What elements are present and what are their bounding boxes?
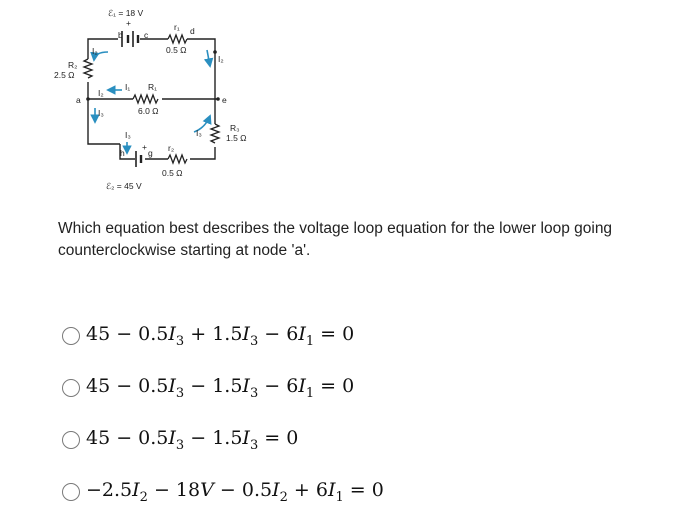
label-r2: R₂ xyxy=(68,60,78,70)
label-i2-right: I₂ xyxy=(218,54,224,64)
label-i1: I₁ xyxy=(125,82,131,92)
label-r2-value: 2.5 Ω xyxy=(54,70,75,80)
label-node-a: a xyxy=(76,95,81,105)
label-r3: R₃ xyxy=(230,123,240,133)
answer-option-1[interactable] xyxy=(62,310,384,362)
label-e2: ℰ₂ = 45 V xyxy=(106,181,142,191)
question-text: Which equation best describes the voltage loop equation for the lower loop going counterclockwise starting at node 'a'. xyxy=(58,220,613,259)
radio-button[interactable] xyxy=(62,327,80,345)
battery-e1-icon xyxy=(122,31,138,47)
resistor-r2-icon xyxy=(84,59,92,78)
resistor-r2-bottom-icon xyxy=(168,155,187,163)
option-equation: $45 - 0.5I_3 + 1.5I_3 - 6I_1 = 0$ xyxy=(86,323,355,349)
option-equation: $45 - 0.5I_3 - 1.5I_3 = 0$ xyxy=(86,427,299,453)
label-node-c: c xyxy=(144,30,149,40)
label-node-d: d xyxy=(190,26,195,36)
label-plus-e2: + xyxy=(142,142,147,152)
label-r1-top-value: 0.5 Ω xyxy=(166,45,187,55)
circuit-wires xyxy=(88,39,218,159)
resistor-r1-mid-icon xyxy=(133,95,158,103)
label-r1-top: r₁ xyxy=(174,22,180,32)
answer-option-4[interactable] xyxy=(62,466,384,518)
label-i3-right: I₃ xyxy=(196,128,202,138)
label-i2-left: I₂ xyxy=(92,46,98,56)
node-a-dot xyxy=(86,97,90,101)
radio-button[interactable] xyxy=(62,431,80,449)
label-node-e: e xyxy=(222,95,227,105)
resistor-r1-top-icon xyxy=(168,35,187,43)
label-e1: ℰ₁ = 18 V xyxy=(108,8,144,18)
node-e-dot xyxy=(216,97,220,101)
answer-option-2[interactable] xyxy=(62,362,384,414)
circuit-diagram xyxy=(40,4,270,199)
node-d-dot xyxy=(213,50,217,54)
label-node-g: g xyxy=(148,148,153,158)
arrow-i2-right-icon xyxy=(207,50,210,66)
resistor-r3-icon xyxy=(211,124,219,143)
option-equation: $-2.5I_2 - 18V - 0.5I_2 + 6I_1 = 0$ xyxy=(86,479,384,505)
label-node-h: h xyxy=(120,148,125,158)
battery-e2-icon xyxy=(136,151,141,167)
label-node-b: b xyxy=(118,30,123,40)
label-r1-mid: R₁ xyxy=(148,82,158,92)
label-r2-bottom-value: 0.5 Ω xyxy=(162,168,183,178)
label-plus-e1: + xyxy=(126,18,131,28)
label-r1-mid-value: 6.0 Ω xyxy=(138,106,159,116)
option-equation: $45 - 0.5I_3 - 1.5I_3 - 6I_1 = 0$ xyxy=(86,375,355,401)
label-r2-bottom: r₂ xyxy=(168,143,175,153)
radio-button[interactable] xyxy=(62,379,80,397)
label-i2-left2: I₂ xyxy=(98,88,104,98)
label-r3-value: 1.5 Ω xyxy=(226,133,247,143)
answer-option-3[interactable] xyxy=(62,414,384,466)
answer-options xyxy=(62,310,384,518)
label-i3-bottom: I₃ xyxy=(125,130,131,140)
radio-button[interactable] xyxy=(62,483,80,501)
label-i3-left: I₃ xyxy=(98,108,104,118)
current-arrows xyxy=(94,50,210,153)
